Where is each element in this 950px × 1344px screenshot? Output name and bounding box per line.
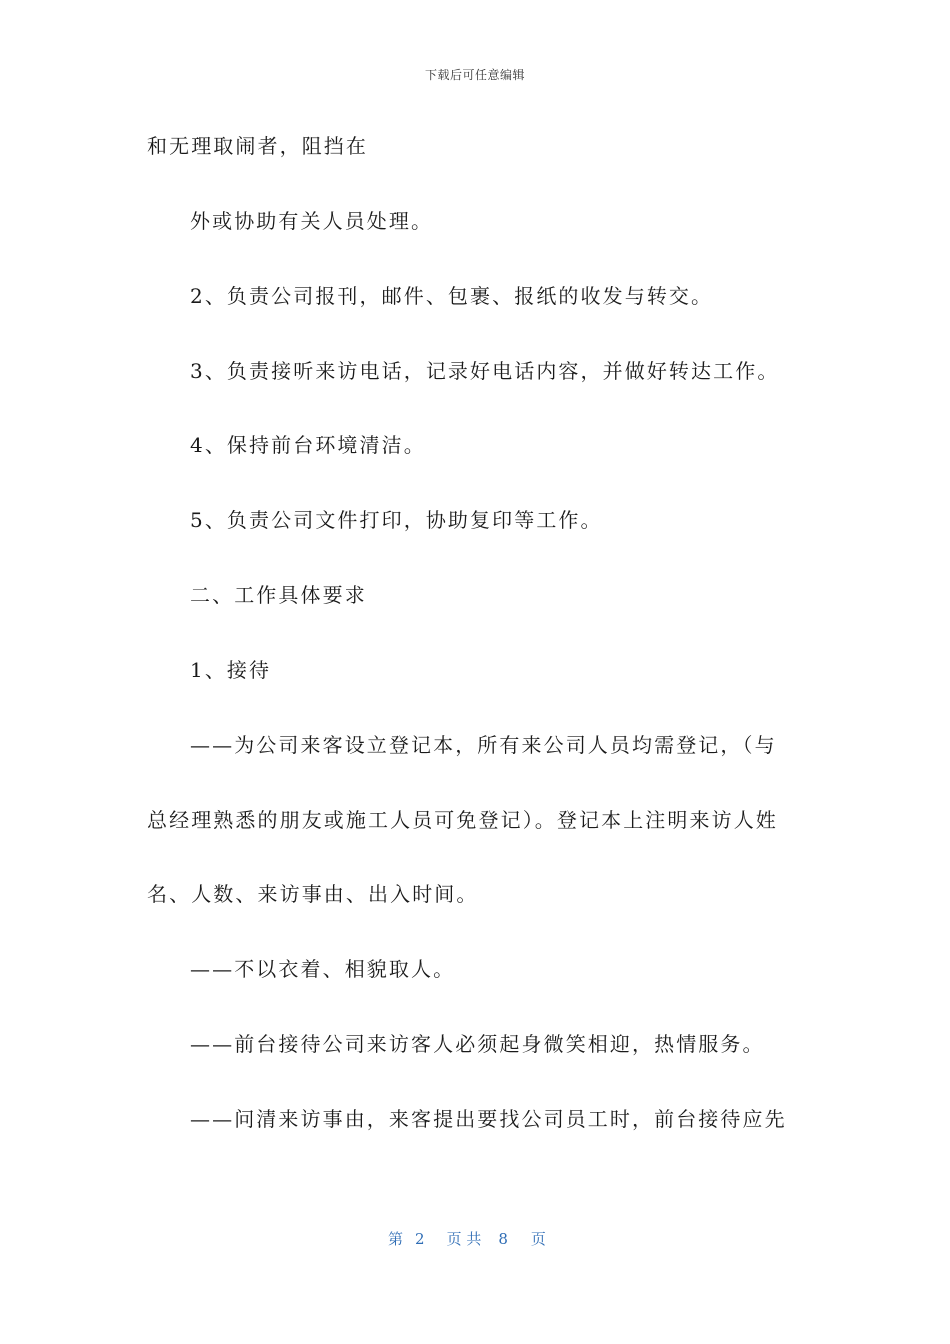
footer-di: 第 [388, 1230, 404, 1248]
body-line-2: 外或协助有关人员处理。 [190, 209, 434, 233]
body-line-14: ——问清来访事由，来客提出要找公司员工时，前台接待应先 [190, 1107, 787, 1131]
page-header: 下载后可任意编辑 [424, 68, 525, 82]
footer-ye-gong: 页 共 [446, 1230, 482, 1248]
body-line-10: 总经理熟悉的朋友或施工人员可免登记）。登记本上注明来访人姓 [147, 808, 778, 832]
page-footer [388, 1228, 546, 1249]
list-item-4: 4、保持前台环境清洁。 [190, 433, 426, 457]
body-line-1: 和无理取闹者，阻挡在 [147, 134, 368, 158]
list-item-2: 2、负责公司报刊，邮件、包裹、报纸的收发与转交。 [190, 284, 714, 308]
body-line-13: ——前台接待公司来访客人必须起身微笑相迎，热情服务。 [190, 1032, 765, 1056]
footer-ye: 页 [530, 1230, 546, 1248]
footer-current-page: 2 [415, 1230, 425, 1248]
body-line-11: 名、人数、来访事由、出入时间。 [147, 882, 479, 906]
footer-total-pages: 8 [498, 1230, 508, 1248]
list-item-3: 3、负责接听来访电话，记录好电话内容，并做好转达工作。 [190, 359, 780, 383]
section-heading: 二、工作具体要求 [190, 583, 367, 607]
body-line-12: ——不以衣着、相貌取人。 [190, 957, 456, 981]
body-line-9: ——为公司来客设立登记本，所有来公司人员均需登记，（与 [190, 733, 777, 757]
list-item-5: 5、负责公司文件打印，协助复印等工作。 [190, 508, 603, 532]
subsection-heading: 1、接待 [190, 658, 272, 682]
